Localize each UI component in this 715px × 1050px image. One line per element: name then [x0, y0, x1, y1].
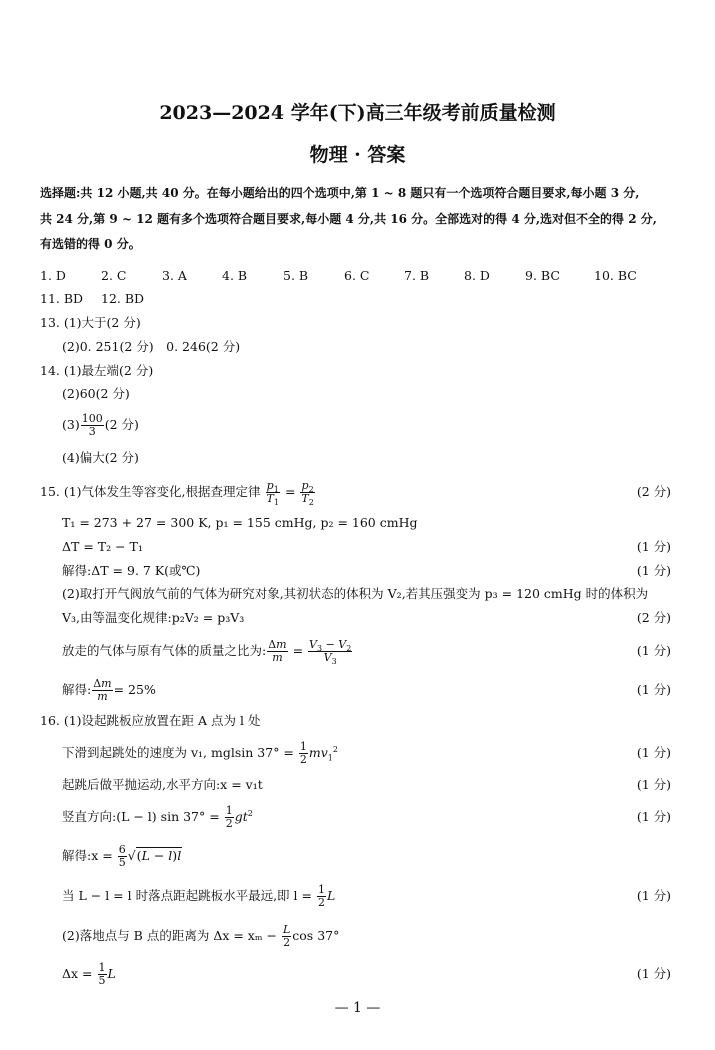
score-15-3: (1 分) [636, 539, 671, 554]
q16-line-1: 16. (1)设起跳板应放置在距 A 点为 l 处 [40, 713, 261, 728]
answer-9: 9. BC [525, 268, 560, 283]
page-title: 2023—2024 学年(下)高三年级考前质量检测 [159, 102, 556, 124]
q14-line-1: 14. (1)最左端(2 分) [40, 363, 154, 378]
score-16-6: (1 分) [636, 888, 671, 903]
page-subtitle: 物理 · 答案 [309, 144, 406, 166]
answer-5: 5. B [283, 268, 309, 283]
answer-1: 1. D [40, 268, 66, 283]
score-16-3: (1 分) [636, 777, 671, 792]
answer-8: 8. D [464, 268, 490, 283]
answer-7: 7. B [404, 268, 430, 283]
score-15-7: (1 分) [636, 643, 671, 658]
q13-line-1: 13. (1)大于(2 分) [40, 315, 141, 330]
q14-part3-score: (2 分) [104, 417, 139, 432]
page-number: — 1 — [334, 1000, 381, 1016]
charles-law-fraction-2: $\frac{p_2}{T_2}$ [301, 479, 314, 508]
q16-line-5: 解得:x = $\frac{6}{5}$ √(L − l)l [62, 843, 182, 869]
q14-line-2: (2)60(2 分) [62, 386, 130, 401]
fraction-100-3: $\frac{100}{3}$ [81, 412, 103, 438]
score-15-1: (2 分) [636, 484, 671, 499]
answer-3: 3. A [162, 268, 187, 283]
score-16-2: (1 分) [636, 745, 671, 760]
q15-line-6: V₃,由等温变化规律:p₂V₂ = p₃V₃ [62, 610, 245, 625]
q16-line-8: Δx = $\frac{1}{5}$ L [62, 961, 116, 987]
answer-4: 4. B [222, 268, 248, 283]
fraction-one-half: $\frac{1}{2}$ [317, 883, 325, 909]
q16-line-4: 竖直方向:(L − l) sin 37° = $\frac{1}{2}$ $gt^2$ [62, 804, 253, 830]
q16-line-2: 下滑到起跳处的速度为 v₁, mglsin 37° = $\frac{1}{2}$ $mv_1^2$ [62, 740, 338, 766]
q14-line-4: (4)偏大(2 分) [62, 450, 139, 465]
fraction-one-half: $\frac{1}{2}$ [299, 740, 307, 766]
q16-line-3: 起跳后做平抛运动,水平方向:x = v₁t [62, 777, 263, 792]
answer-6: 6. C [344, 268, 370, 283]
q15-line-1: 15. (1)气体发生等容变化,根据查理定律 $\frac{p_1}{T_1}$ = $\frac{p_2}{T_2}$ [40, 479, 314, 508]
q15-line-2: T₁ = 273 + 27 = 300 K, p₁ = 155 cmHg, p₂ = 160 cmHg [62, 515, 418, 530]
mass-ratio-fraction: $\frac{\Delta m}{m}$ [268, 638, 287, 664]
score-16-8: (1 分) [636, 966, 671, 981]
charles-law-fraction-1: $\frac{p_1}{T_1}$ [266, 479, 279, 508]
q15-line-7: 放走的气体与原有气体的质量之比为: $\frac{\Delta m}{m}$ = $\frac{V_3 - V_2}{V_3}$ [62, 638, 352, 667]
q15-line-3: ΔT = T₂ − T₁ [62, 539, 143, 554]
answer-12: 12. BD [101, 291, 145, 306]
score-15-4: (1 分) [636, 563, 671, 578]
answer-11: 11. BD [40, 291, 84, 306]
fraction-L-over-2: $\frac{L}{2}$ [282, 923, 291, 949]
volume-ratio-fraction: $\frac{V_3 - V_2}{V_3}$ [309, 638, 352, 667]
score-16-4: (1 分) [636, 809, 671, 824]
intro-line-3: 有选错的得 0 分。 [40, 237, 141, 251]
answer-10: 10. BC [594, 268, 637, 283]
q13-line-2: (2)0. 251(2 分) 0. 246(2 分) [62, 339, 241, 354]
answer-2: 2. C [101, 268, 127, 283]
q15-line-8: 解得: $\frac{\Delta m}{m}$ = 25% [62, 677, 156, 703]
intro-line-1: 选择题:共 12 小题,共 40 分。在每小题给出的四个选项中,第 1 ~ 8 题只有一个选项符合题目要求,每小题 3 分, [40, 186, 640, 200]
q15-line-5: (2)取打开气阀放气前的气体为研究对象,其初状态的体积为 V₂,若其压强变为 p₃ = 120 cmHg 时的体积为 [62, 586, 649, 601]
q16-line-7: (2)落地点与 B 点的距离为 Δx = xₘ − $\frac{L}{2}$ cos 37° [62, 923, 340, 949]
q14-part3-label: (3) [62, 417, 80, 432]
q15-line-4: 解得:ΔT = 9. 7 K(或℃) [62, 563, 201, 578]
q14-line-3 [62, 411, 139, 439]
fraction-one-fifth: $\frac{1}{5}$ [98, 961, 106, 987]
fraction-six-fifths: $\frac{6}{5}$ [118, 843, 126, 869]
score-15-6: (2 分) [636, 610, 671, 625]
q16-line-6: 当 L − l = l 时落点距起跳板水平最远,即 l = $\frac{1}{2}$ L [62, 883, 336, 909]
mass-ratio-fraction: $\frac{\Delta m}{m}$ [93, 677, 112, 703]
fraction-one-half: $\frac{1}{2}$ [225, 804, 233, 830]
score-15-8: (1 分) [636, 682, 671, 697]
intro-line-2: 共 24 分,第 9 ~ 12 题有多个选项符合题目要求,每小题 4 分,共 16 分。全部选对的得 4 分,选对但不全的得 2 分, [40, 212, 657, 226]
